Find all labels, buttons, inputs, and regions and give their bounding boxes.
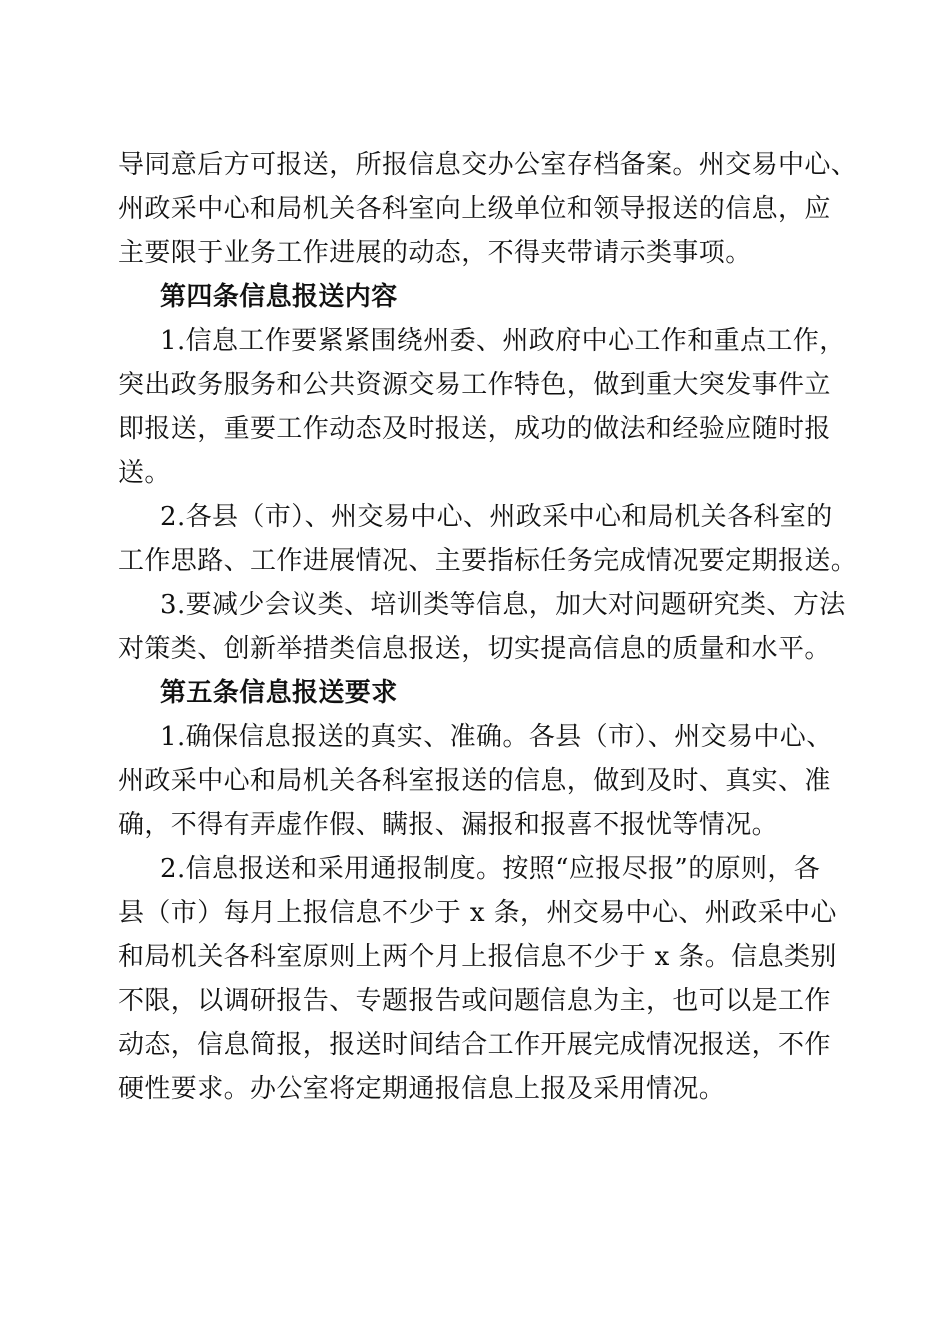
body-line: 对策类、创新举措类信息报送，切实提高信息的质量和水平。 <box>118 634 831 664</box>
body-line: 1.确保信息报送的真实、准确。各县（市）、州交易中心、 <box>160 722 833 752</box>
body-line: 硬性要求。办公室将定期通报信息上报及采用情况。 <box>118 1074 726 1104</box>
body-line: 州政采中心和局机关各科室报送的信息，做到及时、真实、准 <box>118 766 831 796</box>
body-line: 即报送，重要工作动态及时报送，成功的做法和经验应随时报 <box>118 414 831 444</box>
body-line: 不限，以调研报告、专题报告或问题信息为主，也可以是工作 <box>118 986 831 1016</box>
body-line: 送。 <box>118 458 171 488</box>
body-line: 2.各县（市）、州交易中心、州政采中心和局机关各科室的 <box>160 502 833 532</box>
body-line: 县（市）每月上报信息不少于 x 条，州交易中心、州政采中心 <box>118 898 837 928</box>
section-heading-article-5: 第五条信息报送要求 <box>160 678 398 708</box>
document-body <box>118 143 858 1111</box>
body-line: 主要限于业务工作进展的动态，不得夹带请示类事项。 <box>118 238 752 268</box>
body-line: 1.信息工作要紧紧围绕州委、州政府中心工作和重点工作， <box>160 326 846 356</box>
body-line: 突出政务服务和公共资源交易工作特色，做到重大突发事件立 <box>118 370 831 400</box>
body-line: 导同意后方可报送，所报信息交办公室存档备案。州交易中心、 <box>118 150 858 180</box>
body-line: 3.要减少会议类、培训类等信息，加大对问题研究类、方法 <box>160 590 846 620</box>
body-line: 动态，信息简报，报送时间结合工作开展完成情况报送，不作 <box>118 1030 831 1060</box>
section-heading-article-4: 第四条信息报送内容 <box>160 282 398 312</box>
body-line: 工作思路、工作进展情况、主要指标任务完成情况要定期报送。 <box>118 546 858 576</box>
body-line: 和局机关各科室原则上两个月上报信息不少于 x 条。信息类别 <box>118 942 837 972</box>
body-line: 确，不得有弄虚作假、瞒报、漏报和报喜不报忧等情况。 <box>118 810 779 840</box>
body-line: 州政采中心和局机关各科室向上级单位和领导报送的信息，应 <box>118 194 831 224</box>
body-line: 2.信息报送和采用通报制度。按照“应报尽报”的原则，各 <box>160 854 821 884</box>
